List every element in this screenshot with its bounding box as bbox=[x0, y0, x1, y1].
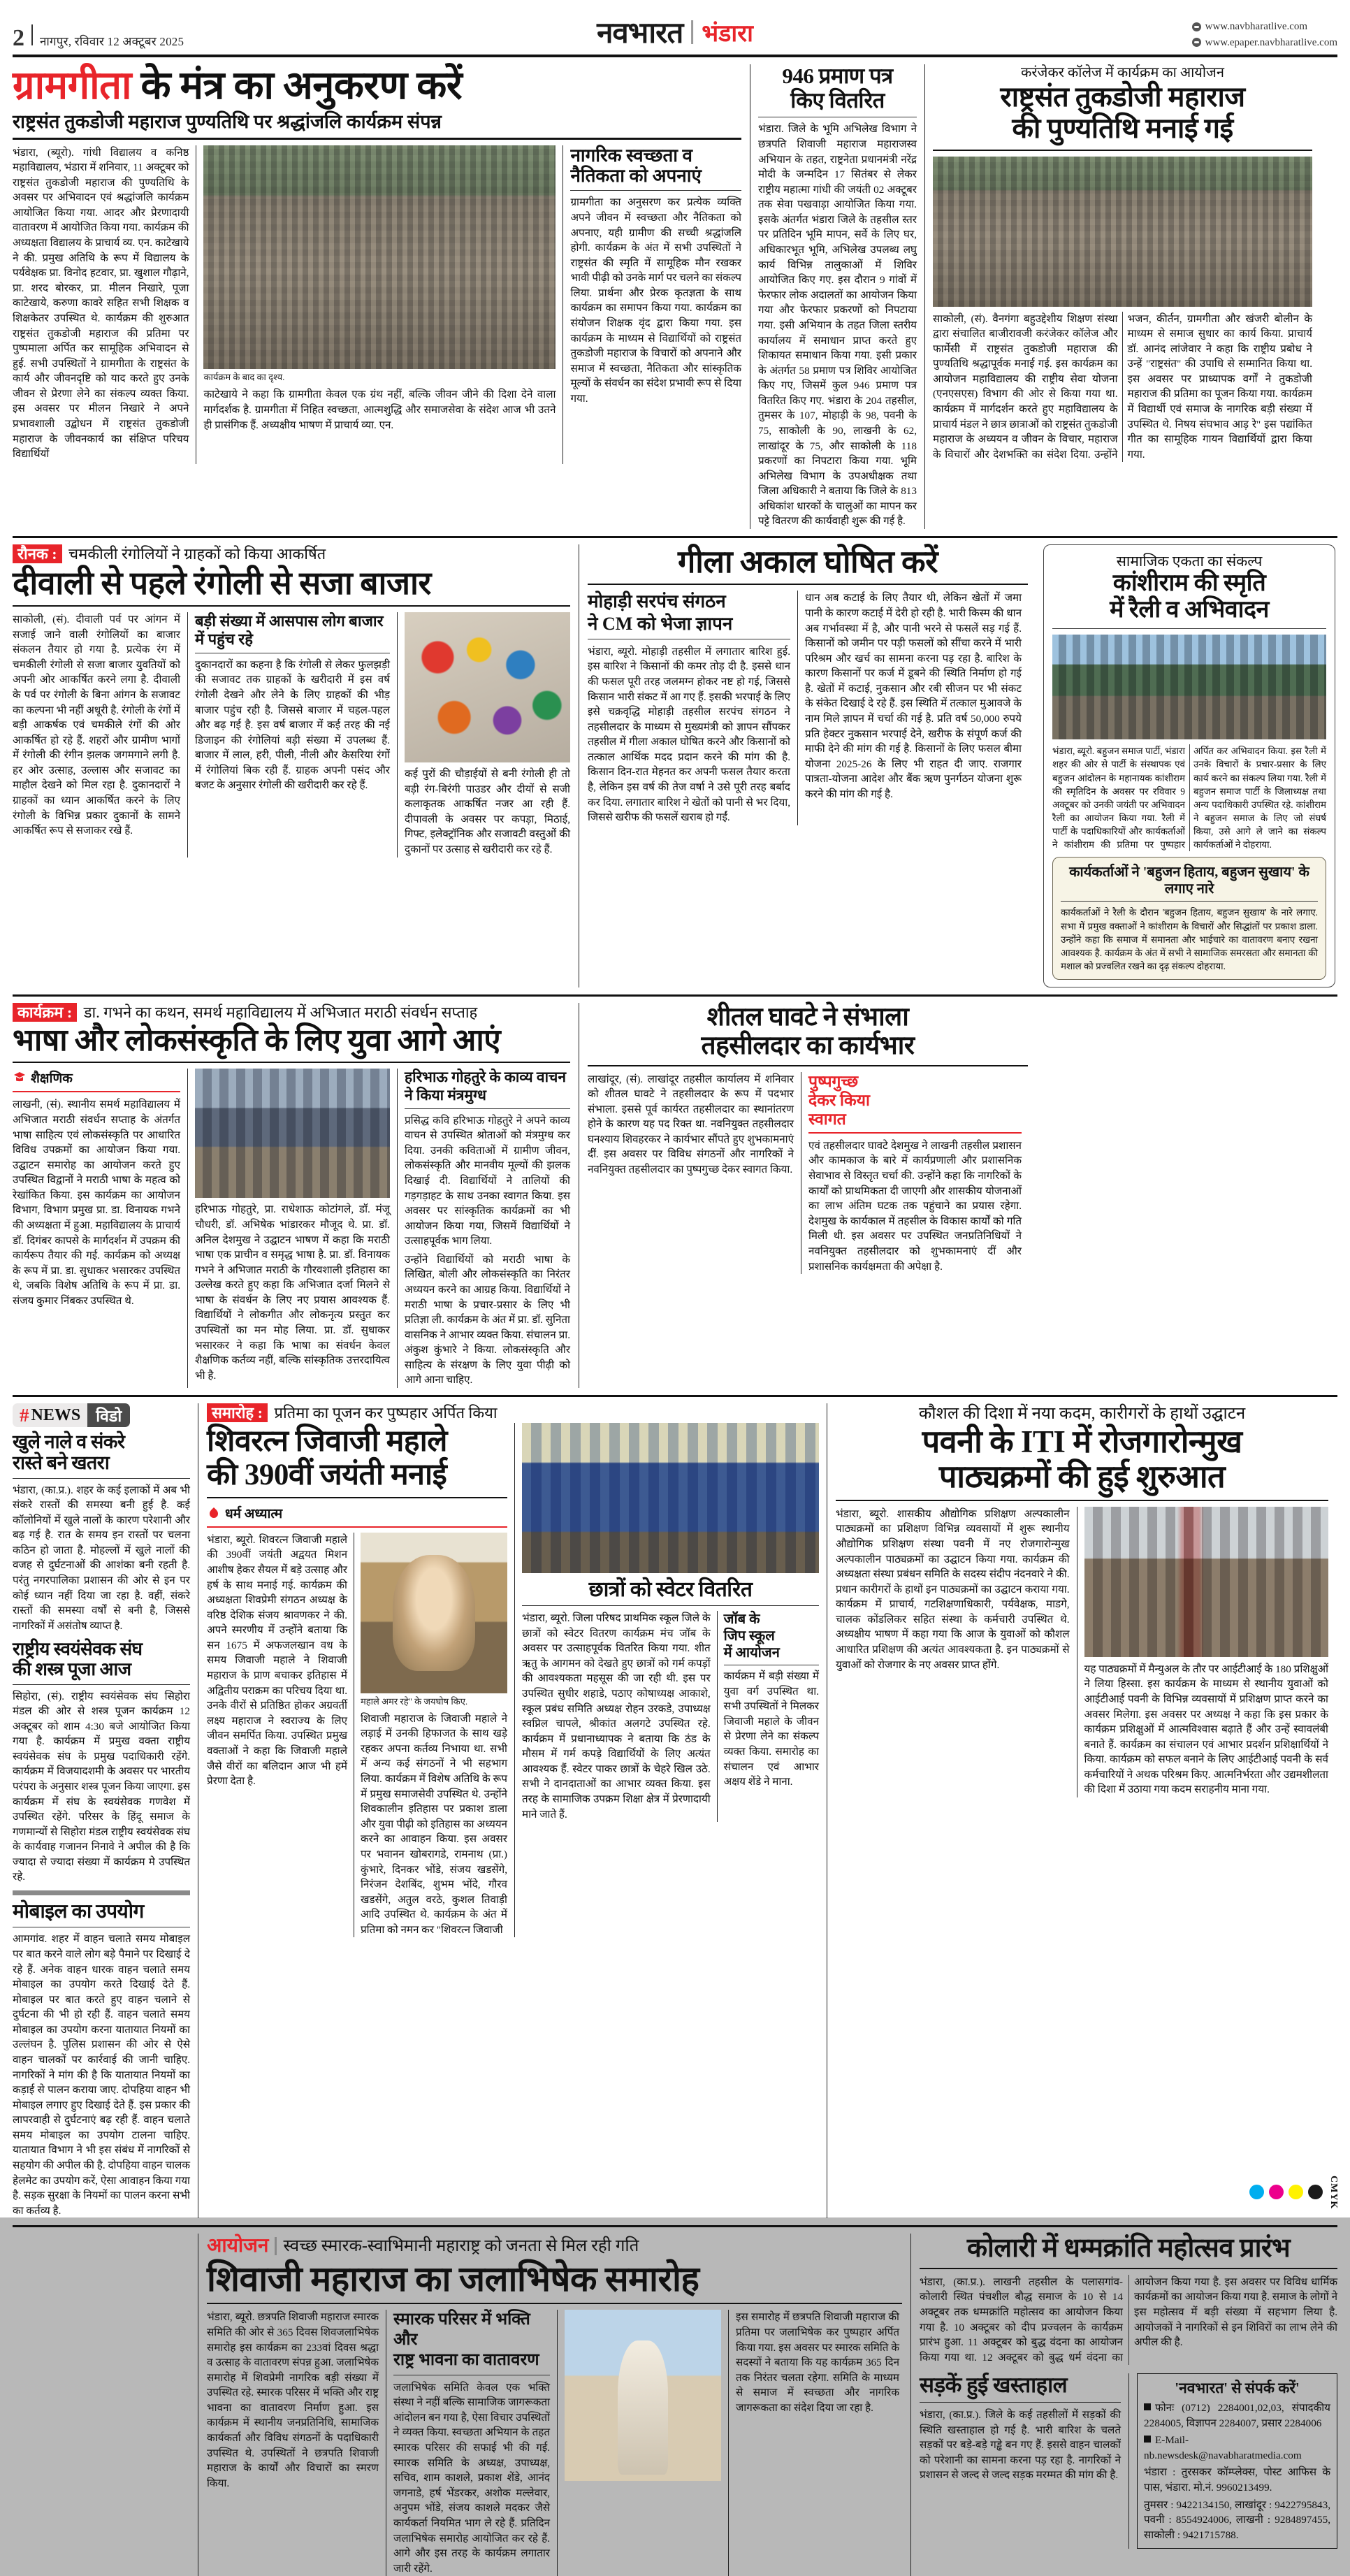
rangoli-body-1: साकोली, (सं). दीवाली पर्व पर आंगन में सजाई जाने वाली रंगोलियों का बाजार संकलन तैयार हो गया है. प्रत्येक रंग में चमकीली रंगोली से सजा बाजार युवतियों को अपनी ओर आकर्षित करने लगा है. दीवाली के पर्व पर रंगोली के बिना आंगन के सजावट का कल्पना भी नहीं अधूरी है. रंगोली के रंगों में बड़ी आकर्षक एवं चमकीले रंगों की ओर आकर्षित हो रहे हैं. शहरों और ग्रामीण भागों में रंगोली की रंगीन झलक जगमगाने लगी है. हर ओर उत्साह, उल्लास और सजावट का माहौल देखने को मिल रहा है. दुकानदारों ने ग्राहकों का ध्यान आकर्षित करने के लिए रंगोली के विभिन्न प्रकार दुकानों के सामने आकर्षित रूप से सजाकर रखे हैं. bbox=[13, 614, 180, 837]
shivratna-portrait-photo bbox=[361, 1533, 507, 1693]
kolari-bottom-row bbox=[920, 2373, 1337, 2549]
sweater-body: भंडारा, ब्यूरो. जिला परिषद प्राथमिक स्कूल जिले के छात्रों को स्वेटर वितरण कार्यक्रम मंच जॉब के अवसर पर उत्साहपूर्वक वितरित किया गया. शीत ऋतु के आगमन को देखते हुए छात्रों को गर्म कपड़ों की आवश्यकता महसूस की जा रही थी. इस पर उपस्थित सुधीर शहाडे, पठाए कोषाध्यक्ष आकाशे, स्कूल प्रबंध समिति अध्यक्ष रोहन उरकडे, उपाध्यक्ष स्वप्निल चापले, श्रीकांत अलगटे उपस्थित रहे. कार्यक्रम में प्रधानाध्यापक ने बताया कि ठंड के मौसम में गर्म कपड़े विद्यार्थियों के लिए अत्यंत आवश्यक हैं. स्वेटर पाकर छात्रों के चेहरे खिल उठे. सभी ने दानदाताओं का आभार व्यक्त किया. इस तरह के सामाजिक उपक्रम शिक्षा क्षेत्र में प्रेरणादायी माने जाते हैं. bbox=[522, 1612, 711, 1821]
iti-headline-1: पवनी के ITI में रोजगारोन्मुख bbox=[922, 1424, 1242, 1460]
iti-photo bbox=[1084, 1507, 1328, 1657]
jalabhishek-kicker-tag: आयोजन bbox=[207, 2235, 269, 2257]
lead-body-1: भंडारा, (ब्यूरो). गांधी विद्यालय व कनिष्ठ महाविद्यालय, भंडारा में शनिवार, 11 अक्टूबर को राष्ट्रसंत तुकडोजी महाराज की पुण्यतिथि के अवसर पर अभिवादन एवं श्रद्धांजलि कार्यक्रम आयोजित किया गया. आदर और प्रेरणादायी वातावरण में आयोजित किया गया. कार्यक्रम की अध्यक्षता विद्यालय के प्राचार्य व्य. एन. काटेखाये ने की. प्रमुख अतिथि के रूप में विद्यालय के पर्यवेक्षक प्रा. विनोद हटवार, प्रा. खुशाल गौढ़ाने, प्रा. शरद बोरकर, प्रा. मीलन निखारे, पूजा काटेखाये, करुणा कावरे सहित सभी शिक्षक व शिक्षकेतर उपस्थित थे. कार्यक्रम की शुरुआत राष्ट्रसंत तुकडोजी महाराज की प्रतिमा पर पुष्पमाला अर्पित कर सामूहिक अभिवादन से हुई. सभी उपस्थितों ने ग्रामगीता के राष्ट्रसंत के कार्य और जीवनदृष्टि को याद करते हुए उनके जीवन से प्रेरणा लेने का संकल्प व्यक्त किया. इस अवसर पर मीलन निखारे ने अपने प्रभावशाली उद्बोधन में राष्ट्रसंत तुकडोजी महाराज के जीवनकार्य का संक्षिप्त परिचय विद्यार्थियों bbox=[13, 146, 189, 461]
iti-headline-2: पाठ्यक्रमों की हुई शुरुआत bbox=[938, 1459, 1226, 1495]
website-url[interactable]: www.navbharatlive.com bbox=[1205, 21, 1308, 32]
shivratna-headline-2: की 390वीं जयंती मनाई bbox=[207, 1458, 447, 1491]
jalabhishek-col-photo bbox=[557, 2310, 728, 2576]
jalabhishek-kicker-divider bbox=[275, 2237, 277, 2255]
sweater-columns bbox=[522, 1611, 819, 1822]
iti-columns bbox=[836, 1507, 1328, 1797]
jalabhishek-col-2 bbox=[386, 2310, 557, 2576]
cyan-dot-icon bbox=[1249, 2185, 1264, 2199]
tahsildar-col-1 bbox=[588, 1072, 801, 1275]
cert-story bbox=[750, 64, 924, 529]
rangoli-kicker-tag: रौनक : bbox=[13, 544, 62, 563]
sadak-story bbox=[920, 2373, 1128, 2549]
sweater-photo bbox=[522, 1423, 819, 1573]
kanshiram-headline-2: में रैली व अभिवादन bbox=[1110, 597, 1269, 623]
bhasha-kicker bbox=[13, 1003, 570, 1022]
jalabhishek-headline: शिवाजी महाराज का जलाभिषेक समारोह bbox=[207, 2259, 699, 2299]
news-video-body: भंडारा, (का.प्र.). शहर के कई इलाकों में अब भी संकरे रास्तों की समस्या बनी हुई है. कई कॉलोनियों में खुले नालों के कारण परेशानी और बढ़ गई है. रात के समय इन रास्तों पर चलना कठिन हो जाता है. मोहल्लों में खुले नालों की वजह से दुर्घटनाओं की आशंका बनी रहती है. परंतु नगरपालिका प्रशासन की ओर से इन पर कोई ध्यान नहीं दिया जा रहा है. वहीं, संकरे रास्तों की समस्या वर्षों से बनी है, जिससे नागरिकों में असंतोष व्याप्त है. bbox=[13, 1484, 190, 1632]
karanjekar-photo bbox=[933, 157, 1312, 307]
band-five-left-rail bbox=[13, 2234, 198, 2576]
globe-icon bbox=[1192, 22, 1201, 31]
shivratna-headline-1: शिवरत्न जिवाजी महाले bbox=[207, 1424, 447, 1458]
lead-photo bbox=[203, 145, 556, 369]
rangoli-columns bbox=[13, 612, 570, 857]
akal-col-2 bbox=[797, 591, 1022, 825]
karanjekar-kicker: करंजेकर कॉलेज में कार्यक्रम का आयोजन bbox=[1021, 65, 1224, 80]
shivratna-body-3: कार्यक्रम में बड़ी संख्या में युवा वर्ग उपस्थित था. सभी उपस्थितों ने मिलकर जिवाजी महाले के जीवन से प्रेरणा लेने का संकल्प व्यक्त किया. समारोह का संचालन एवं आभार अक्षय शेंडे ने माना. bbox=[723, 1670, 819, 1788]
sweater-rule bbox=[522, 1605, 819, 1606]
contact-email[interactable]: E-Mail-nb.newsdesk@navabharatmedia.com bbox=[1144, 2434, 1302, 2461]
kanshiram-headline-1: कांशीराम की स्मृति bbox=[1112, 570, 1266, 597]
globe-icon bbox=[1192, 38, 1201, 47]
education-icon bbox=[13, 1071, 27, 1085]
kolari-rail bbox=[910, 2234, 1337, 2576]
square-bullet-icon bbox=[1144, 2436, 1151, 2443]
spiritual-icon bbox=[207, 1506, 221, 1520]
jalabhishek-body-3: इस समारोह में छत्रपति शिवाजी महाराज की प्रतिमा पर जलाभिषेक कर पुष्पहार अर्पित किया गया. इस अवसर पर स्मारक समिति के सदस्यों ने बताया कि यह कार्यक्रम 365 दिन तक निरंतर चलता रहेगा. समिति के माध्यम से समाज में स्वच्छता और नागरिक जागरूकता का संदेश दिया जा रहा है. bbox=[736, 2311, 899, 2414]
bhasha-story bbox=[13, 1003, 579, 1388]
rangoli-photo bbox=[405, 612, 570, 762]
akal-body-2: धान अब कटाई के लिए तैयार थी, लेकिन खेतों में जमा पानी के कारण कटाई में देरी हो रही है. भारी किस्म की धान अब गर्भावस्था में है, और पानी भरने से फसलें सड़ गई हैं. किसानों को जमीन पर पड़ी फसलों को सींचा करने में भारी परिश्रम और खर्च का सामना करना पड़ रहा है. बारिश के कारण किसानों पर कर्ज में डूबने की स्थिति निर्माण हो गई है. खेतों में कटाई, नुकसान और रबी सीजन पर भी संकट के संकेत दिखाई दे रहे हैं. इस स्थिति में तत्काल मुआवजे के नाम मिले ज्ञापन में चर्चा की गई है. प्रति वर्ष 50,000 रुपये प्रति हेक्टर नुकसान भरपाई देने, खरीफ के संपूर्ण कर्ज की माफी देने की मांग की गई है. किसानों के लिए फसल बीमा योजना 2025-26 के लिए भी राहत दी जाए. राजगार पात्रता-योजना आदेश और बैंक ऋण पुनर्गठन योजना शुरू करने की मांग की गई है. bbox=[805, 592, 1022, 800]
band-2-rule bbox=[13, 994, 1337, 997]
jalabhishek-kicker bbox=[207, 2234, 902, 2258]
karanjekar-story bbox=[924, 64, 1312, 529]
bhasha-body-2: हरिभाऊ गोहतुरे, प्रा. राधेशाऊ कोटांगले, डॉ. मंजू चौधरी, डॉ. अभिषेक भांडारकर मौजूद थे. प्रा. डॉ. अनिल देशमुख ने उद्घाटन भाषण में कहा कि मराठी भाषा एक प्राचीन व समृद्ध भाषा है. प्रा. डॉ. विनायक गभने ने अभिजात मराठी के गौरवशाली इतिहास का उल्लेख करते हुए कहा कि अभिजात दर्जा मिलने से भाषा के संवर्धन के लिए नए प्रयास आवश्यक हैं. विद्यार्थियों ने लोकगीत और लोकनृत्य प्रस्तुत कर उपस्थितों का मन मोह लिया. प्रा. डॉ. सुधाकर भसारकर ने कहा कि भाषा का संवर्धन केवल शैक्षणिक कर्तव्य नहीं, बल्कि सांस्कृतिक उत्तरदायित्व भी है. bbox=[195, 1203, 390, 1382]
bhasha-photo bbox=[195, 1069, 390, 1198]
contact-box-wrap bbox=[1128, 2373, 1337, 2549]
sweater-inset bbox=[717, 1611, 819, 1822]
bhasha-tag-rule bbox=[13, 1091, 180, 1092]
rangoli-story bbox=[13, 544, 579, 987]
shivratna-subcols bbox=[207, 1533, 507, 1938]
kanshiram-box bbox=[1043, 544, 1335, 987]
sweater-body-col bbox=[522, 1611, 717, 1822]
bhasha-headline: भाषा और लोकसंस्कृति के लिए युवा आगे आएं bbox=[13, 1023, 501, 1058]
sweater-inset-head-1: जॉब के bbox=[723, 1612, 760, 1628]
jalabhishek-subhead-1: स्मारक परिसर में भक्ति और bbox=[393, 2310, 530, 2350]
jalabhishek-body-2: जलाभिषेक समिति केवल एक भक्ति संस्था ने नहीं बल्कि सामाजिक जागरूकता आंदोलन बन गया है, ऐसा विचार उपस्थितों ने व्यक्त किया. स्वच्छता अभियान के तहत स्मारक परिसर की सफाई भी की गई. स्मारक समिति के अध्यक्ष, उपाध्यक्ष, सचिव, शाम काशले, प्रकाश शेंडे, आनंद जगनाडे, हर्ष भेंडरकर, अशोक मल्लेवार, अनुपम भोंडे, संजय काशले मदकर जैसे कार्यकर्ता नियमित भाग ले रहे हैं. प्रतिदिन जलाभिषेक समारोह आयोजित कर रहे हैं. आगे और इस तरह के कार्यक्रम लगातार जारी रहेंगे. bbox=[393, 2381, 550, 2575]
dateline: नागपुर, रविवार 12 अक्टूबर 2025 bbox=[40, 35, 184, 48]
akal-body-1: भंडारा, ब्यूरो. मोहाड़ी तहसील में लगातार बारिश हुई. इस बारिश ने किसानों की कमर तोड़ दी है. इससे धान की फसल पूरी तरह जलमग्न होकर नष्ट हो गई, जिससे किसान भारी संकट में आ गए हैं. इसकी भरपाई के लिए इसे चक्रवृद्धि मोहाड़ी तहसील सरपंच संगठन ने तहसीलदार के माध्यम से मुख्यमंत्री को ज्ञापन सौंपकर तहसील में गीला अकाल घोषित करने और किसानों को तत्काल आर्थिक मदद प्रदान करने की मांग की है. किसान दिन-रात मेहनत कर अपनी फसल तैयार करता है, लेकिन इस वर्ष की तेज वर्षा ने उसे पूरी तरह बर्बाद कर दिया. लगातार बारिश ने खेतों को पानी से भर दिया, जिससे खरीफ की फसलें खराब हो गईं. bbox=[588, 645, 790, 824]
iti-col-2 bbox=[1077, 1507, 1328, 1797]
shivratna-kicker bbox=[207, 1403, 818, 1423]
left-rail bbox=[13, 1403, 198, 2218]
rangoli-rule bbox=[13, 605, 570, 607]
shivratna-col-photo bbox=[354, 1533, 507, 1938]
kanshiram-inset-head: कार्यकर्ताओं ने 'बहुजन हिताय, बहुजन सुखाय' के लगाए नारे bbox=[1069, 864, 1309, 897]
news-video-rule bbox=[13, 1478, 190, 1479]
kanshiram-kicker: सामाजिक एकता का संकल्प bbox=[1116, 553, 1263, 570]
masthead-logo bbox=[597, 12, 753, 52]
karanjekar-body: साकोली, (सं). वैनगंगा बहुउद्देशीय शिक्षण संस्था द्वारा संचालित बाजीरावजी करंजेकर कॉलेज और फार्मेसी में राष्ट्रसंत तुकडोजी महाराज की पुण्यतिथि श्रद्धापूर्वक मनाई गई. इस कार्यक्रम का आयोजन महाविद्यालय की राष्ट्रीय सेवा योजना (एनएसएस) विभाग की ओर से किया गया था. कार्यक्रम में मार्गदर्शन करते हुए महाविद्यालय के प्राचार्य मंडल ने छात्र छात्राओं को राष्ट्रसंत तुकडोजी महाराज के अध्ययन व जीवन के विचार, महाराज के विचारों और देशभक्ति का संदेश दिया. उन्होंने भजन, कीर्तन, ग्रामगीता और खंजरी बोलीन के माध्यम से समाज सुधार का कार्य किया. प्राचार्य डॉ. आनंद लांजेवार ने कहा कि राष्ट्रीय प्रबोध ने उन्हें "राष्ट्रसंत" की उपाधि से सम्मानित किया था. इस अवसर पर प्राध्यापक वर्गों ने तुकडोजी महाराज की प्रतिमा का पूजन किया गया. कार्यक्रम में विद्यार्थी एवं समाज के नागरिक बड़ी संख्या में उपस्थित थे. निषय संघभाव आड़ रे" इस पद्यांकित गीत का सामूहिक गायन विद्यार्थियों द्वारा किया गया. bbox=[933, 312, 1312, 461]
rangoli-kicker bbox=[13, 544, 570, 564]
hash-icon: # bbox=[20, 1404, 29, 1426]
band-3-rule bbox=[13, 1395, 1337, 1397]
shivratna-kicker-tag: समारोह : bbox=[207, 1403, 268, 1422]
shivratna-tag-rule bbox=[207, 1526, 507, 1528]
shivratna-body-1: भंडारा, ब्यूरो. शिवरत्न जिवाजी महाले की 390वीं जयंती अद्वयत मिशन आशीष हेकर सैयल में बड़े उत्साह और हर्ष के साथ मनाई गई. कार्यक्रम की अध्यक्षता शिवप्रेमी संगठन अध्यक्ष के वरिष्ठ देशिक संजय श्रावणकर ने की. अपने स्मरणीय में उन्होंने बताया कि सन 1675 में अफजलखान वध के समय जिवाजी महाले ने शिवाजी महाराज के प्राण बचाकर इतिहास में अद्वितीय पराक्रम का परिचय दिया था. उनके वीरों से प्रतिष्ठित होकर अग्रवर्ती लक्ष्य महाराज ने स्वराज्य के लिए जीवन समर्पित किया. उपस्थित प्रमुख वक्ताओं ने कहा कि जिवाजी महाले जैसे वीरों का बलिदान आज भी हमें प्रेरणा देता है. bbox=[207, 1533, 347, 1788]
bhasha-col-1 bbox=[13, 1069, 187, 1388]
bhasha-kicker-rest: डा. गभने का कथन, समर्थ महाविद्यालय में अभिजात मराठी संवर्धन सप्ताह bbox=[80, 1003, 478, 1021]
cmyk-marks bbox=[1249, 2176, 1339, 2209]
bhasha-body-1: लाखनी, (सं). स्थानीय समर्थ महाविद्यालय में अभिजात मराठी संवर्धन सप्ताह के अंतर्गत भाषा साहित्य एवं लोकसंस्कृति पर आधारित विविध उपक्रमों का आयोजन किया गया. उद्घाटन समारोह का आयोजन करते हुए उपस्थित विद्वानों ने मराठी भाषा के महत्व को रेखांकित किया. इस कार्यक्रम का आयोजन विभाग, विभाग प्रमुख प्रा. डा. विनायक गभने की अध्यक्षता में हुआ. महाविद्यालय के प्राचार्य डॉ. दिगंबर कापसे के मार्गदर्शन में उपक्रम की कार्यरूप तैयार की गई. कार्यक्रम को अध्यक्ष के रूप में प्रा. डा. सुधाकर भसारकर उपस्थित थे, जबकि विशेष अतिथि के रूप में प्रा. डा. संजय कुमार निंबकर उपस्थित थे. bbox=[13, 1099, 180, 1307]
epaper-url[interactable]: www.epaper.navbharatlive.com bbox=[1205, 36, 1337, 48]
bhasha-inset-body: प्रसिद्ध कवि हरिभाऊ गोहतुरे ने अपने काव्य वाचन से उपस्थित श्रोताओं को मंत्रमुग्ध कर दिया. उनकी कविताओं में ग्रामीण जीवन, लोकसंस्कृति और मानवीय मूल्यों की झलक दिखाई दी. विद्यार्थियों ने तालियों की गड़गड़ाहट के साथ उनका स्वागत किया. इस अवसर पर सांस्कृतिक कार्यक्रमों का भी आयोजन किया गया, जिसमें विद्यार्थियों ने उत्साहपूर्वक भाग लिया. bbox=[405, 1114, 570, 1247]
square-bullet-icon bbox=[1144, 2403, 1151, 2410]
sweater-story bbox=[514, 1423, 819, 1938]
contact-address: भंडारा : तुरसकर कॉम्प्लेक्स, पोस्ट आफिस के पास, भंडारा. मो.नं. 9960213499. bbox=[1144, 2466, 1330, 2494]
sweater-inset-head-2: जिप स्कूल bbox=[723, 1628, 775, 1644]
news-badge-text: NEWS bbox=[31, 1405, 81, 1424]
lead-inset-body: ग्रामगीता का अनुसरण कर प्रत्येक व्यक्ति अपने जीवन में स्वच्छता और नैतिकता को अपनाए, यही ग्रामीण की सच्ची श्रद्धांजलि होगी. कार्यक्रम के अंत में सभी उपस्थितों ने राष्ट्रसंत की स्मृति में सामूहिक मौन रखकर भावी पीढ़ी को उनके मार्ग पर चलने का संकल्प लिया. प्रार्थना और प्रेरक कृतज्ञता के साथ कार्यक्रम का समापन किया गया. कार्यक्रम का संयोजन शिक्षक वृंद द्वारा किया गया. इस कार्यक्रम के माध्यम से विद्यार्थियों को राष्ट्रसंत तुकडोजी महाराज के विचारों को अपनाने और समाज में स्वच्छता, नैतिकता और सांस्कृतिक मूल्यों के संवर्धन का संदेश प्रभावी रूप से दिया गया. bbox=[570, 196, 742, 405]
band-1-rule bbox=[13, 536, 1337, 538]
tahsildar-headline-2: तहसीलदार का कार्यभार bbox=[701, 1032, 915, 1061]
cert-headline-1: 946 प्रमाण पत्र bbox=[782, 64, 893, 88]
shivratna-left bbox=[207, 1423, 514, 1938]
rangoli-col-3 bbox=[397, 612, 570, 857]
akal-rule bbox=[588, 584, 1028, 585]
lead-subhead: राष्ट्रसंत तुकडोजी महाराज पुण्यतिथि पर श्रद्धांजलि कार्यक्रम संपन्न bbox=[13, 110, 442, 132]
akal-col-1 bbox=[588, 591, 797, 825]
jalabhishek-story bbox=[198, 2234, 910, 2576]
band-two bbox=[13, 544, 1337, 987]
epaper-url-row[interactable] bbox=[1192, 35, 1337, 51]
lead-headline-red: ग्रामगीता bbox=[13, 64, 132, 108]
jalabhishek-rule bbox=[207, 2303, 902, 2304]
tahsildar-rule bbox=[588, 1065, 1028, 1066]
contact-others: तुमसर : 9422134150, लाखांदूर : 9422795843, पवनी : 8554924006, लाखनी : 9284897455, साकोली : 9421715788. bbox=[1144, 2498, 1330, 2541]
brand-name: नवभारत bbox=[597, 17, 683, 50]
shivratna-tag bbox=[207, 1504, 282, 1522]
bhasha-columns bbox=[13, 1069, 570, 1388]
sweater-headline: छात्रों को स्वेटर वितरित bbox=[588, 1577, 753, 1601]
rail-divider-bar bbox=[13, 1890, 190, 1895]
mobile-body: आमगांव. शहर में वाहन चलाते समय मोबाइल पर बात करने वाले लोग बड़े पैमाने पर दिखाई दे रहे हैं. अनेक वाहन धारक वाहन चलाते समय मोबाइल का उपयोग करते दिखाई देते हैं. मोबाइल पर बात करते हुए वाहन चलाने से दुर्घटना की भी हो रही हैं. वाहन चलाते समय मोबाइल का उपयोग करना यातायात नियमों का उल्लंघन है. पुलिस प्रशासन की ओर से ऐसे वाहन चालकों पर कार्रवाई की जानी चाहिए. नागरिकों ने मांग की है कि यातायात नियमों का कड़ाई से पालन कराया जाए. दोपहिया वाहन भी मोबाइल लगाए हुए दिखाई देते हैं. इस प्रकार की लापरवाही से दुर्घटनाएं बढ़ रही हैं. वाहन चलाते समय मोबाइल का उपयोग टालना चाहिए. यातायात विभाग ने भी इस संबंध में नागरिकों से सहयोग की अपील की है. दोपहिया वाहन चालक हेलमेट का उपयोग करें, ऐसा आवाहन किया गया है. सड़क सुरक्षा के नियमों का पालन करना सभी का कर्तव्य है. bbox=[13, 1933, 190, 2217]
jalabhishek-columns bbox=[207, 2310, 902, 2576]
tahsildar-body-1: लाखांदूर, (सं). लाखांदूर तहसील कार्यालय में शनिवार को शीतल घावटे ने तहसीलदार के रूप में पदभार संभाला. इससे पूर्व कार्यरत तहसीलदार का स्थानांतरण होने के कारण यह पद रिक्त था. नवनियुक्त तहसीलदार घनश्याय शिवहरकर ने कार्यभार सौंपते हुए शुभकामनाएं दीं. इस अवसर पर विविध संगठनों और नागरिकों ने नवनियुक्त तहसीलदार का पुष्पगुच्छ देकर स्वागत किया. bbox=[588, 1073, 794, 1175]
news-video-headline-2: रास्ते बने खतरा bbox=[13, 1452, 110, 1474]
tahsildar-inset-head-2: देकर किया bbox=[808, 1091, 870, 1109]
mobile-headline: मोबाइल का उपयोग bbox=[13, 1901, 144, 1923]
kanshiram-body: भंडारा, ब्यूरो. बहुजन समाज पार्टी, भंडारा शहर की ओर से पार्टी के संस्थापक एवं बहुजन आंदोलन के महानायक कांशीराम की स्मृतिदिन के अवसर पर रविवार 9 अक्टूबर को उनकी जयंती पर अभिवादन रैली का आयोजन किया गया. रैली में पार्टी के पदाधिकारियों और कार्यकर्ताओं ने कांशीराम की प्रतिमा पर पुष्पहार अर्पित कर अभिवादन किया. इस रैली में उनके विचारों के प्रचार-प्रसार के लिए कार्य करने का संकल्प लिया गया. रैली में बहुजन समाज पार्टी के जिलाध्यक्ष तथा अन्य पदाधिकारी उपस्थित रहे. कांशीराम ने बहुजन समाज के लिए जो संघर्ष किया, उसे आगे ले जाने का संकल्प कार्यकर्ताओं ने दोहराया. bbox=[1052, 746, 1326, 850]
band-four bbox=[13, 1403, 1337, 2218]
masthead-divider bbox=[31, 24, 33, 45]
shivratna-quote: महाले अमर रहे" के जयघोष किए. bbox=[361, 1695, 468, 1707]
iti-body-1: भंडारा, ब्यूरो. शासकीय औद्योगिक प्रशिक्षण अल्पकालीन पाठ्यक्रमों का प्रशिक्षण विभिन्न व्यवसायों में शुरू स्थानीय औद्योगिक प्रशिक्षण संस्था पवनी में नए रोजगारोन्मुख अल्पकालीन पाठ्यक्रमों का उद्घाटन किया गया. कार्यक्रम की अध्यक्षता संस्था प्रबंधन समिति के सदस्य संदीप नंदनवारे ने की. प्रधान कारीगरों के हाथों इन पाठ्यक्रमों का उद्घाटन कराया गया. कार्यक्रम में प्राचार्य, गटशिक्षणाधिकारी, पर्यवेक्षक, माडगे, चालक कोंडलिकर सहित संस्था के कर्मचारी उपस्थित थे. अध्यक्षीय भाषण में कहा गया कि आज के युवाओं को कौशल आधारित प्रशिक्षण की अत्यंत आवश्यकता है. इन पाठ्यक्रमों से युवाओं को रोजगार के नए अवसर प्राप्त होंगे. bbox=[836, 1507, 1070, 1671]
tahsildar-col-2 bbox=[801, 1072, 1022, 1275]
iti-col-1 bbox=[836, 1507, 1077, 1797]
lead-headline bbox=[13, 64, 741, 108]
karanjekar-rule bbox=[933, 150, 1312, 151]
band-lead bbox=[13, 64, 1337, 529]
contact-title: 'नवभारत' से संपर्क करें' bbox=[1175, 2380, 1300, 2397]
rss-body: सिहोरा, (सं). राष्ट्रीय स्वयंसेवक संघ सिहोरा मंडल की ओर से शस्त्र पूजन कार्यक्रम 12 अक्टूबर को शाम 4:30 बजे आयोजित किया गया है. कार्यक्रम में प्रमुख वक्ता राष्ट्रीय स्वयंसेवक संघ के प्रमुख पदाधिकारी रहेंगे. कार्यक्रम में विजयादशमी के अवसर पर भारतीय परंपरा के अनुसार शस्त्र पूजन किया जाएगा. इस कार्यक्रम में संघ के स्वयंसेवक गणवेश में उपस्थित रहेंगे. परिसर के हिंदू समाज के गणमान्यों से सिहोरा मंडल राष्ट्रीय स्वयंसेवक संघ के कार्यवाह गजानन निनावे ने अपील की है कि ज्यादा से ज्यादा संख्या में कार्यक्रम मे उपस्थित रहे. bbox=[13, 1690, 190, 1883]
sadak-headline: सड़कें हुई खस्ताहाल bbox=[920, 2373, 1068, 2398]
bhasha-kicker-tag: कार्यक्रम : bbox=[13, 1003, 77, 1022]
rss-headline-1: राष्ट्रीय स्वयंसेवक संघ bbox=[13, 1639, 143, 1660]
masthead-left bbox=[13, 24, 184, 50]
contact-phone: फोनः (0712) 2284001,02,03, संपादकीय 2284005, विज्ञापन 2284007, प्रसार 2284006 bbox=[1144, 2402, 1330, 2429]
magenta-dot-icon bbox=[1269, 2185, 1284, 2199]
masthead bbox=[13, 10, 1337, 50]
rangoli-col-2 bbox=[187, 612, 397, 857]
rangoli-body-3: कई पुरों की चौड़ाईयों से बनी रंगोली ही तो बड़ी रंग-बिरंगी पाउडर और दीयों से सजी कलाकृतक आकर्षित नजर आ रही हैं. दीपावली के अवसर पर कपड़ा, मिठाई, गिफ्ट, इलेक्ट्रॉनिक और सजावटी वस्तुओं की दुकानों पर उत्साह से खरीदारी कर रहे हैं. bbox=[405, 768, 570, 855]
shivratna-kicker-rest: प्रतिमा का पूजन कर पुष्पहार अर्पित किया bbox=[270, 1404, 498, 1422]
lead-story bbox=[13, 64, 750, 529]
shivratna-top bbox=[207, 1423, 818, 1938]
kanshiram-inset-rule bbox=[1061, 901, 1318, 902]
bhasha-inset-head: हरिभाऊ गोहतुरे के काव्य वाचन ने किया मंत्रमुग्ध bbox=[405, 1069, 566, 1104]
lead-col-3 bbox=[562, 145, 741, 464]
rangoli-subhead: बड़ी संख्या में आसपास लोग बाजार में पहुंच रहे bbox=[195, 612, 384, 649]
shivratna-body-2: शिवाजी महाराज के जिवाजी महाले ने लड़ाई में उनकी हिफाजत के साथ खड़े रहकर अपना कर्तव्य निभाया था. सभी में अन्य कई संगठनों ने भी सहभाग लिया. कार्यक्रम में विशेष अतिथि के रूप में प्रमुख समाजसेवी उपस्थित थे. उन्होंने शिवकालीन इतिहास पर प्रकाश डाला और युवा पीढ़ी को इतिहास का अध्ययन करने का आवाहन किया. इस अवसर पर भवानन खोबरागडे, रामनाथ (प्रा.) कुंभारे, दिनकर भोंडे, संजय खडसेंगे, निरंजन देशबिंद, शुभम भोंदे, गौरव खडसेंगे, अतुल वरठे, कुशल तिवाड़ी आदि उपस्थित थे. कार्यक्रम के अंत में प्रतिमा को नमन कर "शिवरत्न जिवाजी bbox=[361, 1712, 507, 1936]
akal-subhead-2: ने CM को भेजा ज्ञापन bbox=[588, 613, 733, 634]
rss-headline-2: की शस्त्र पूजा आज bbox=[13, 1659, 131, 1680]
contact-phone-row bbox=[1144, 2401, 1330, 2431]
iti-rule bbox=[836, 1500, 1328, 1501]
tahsildar-columns bbox=[588, 1072, 1028, 1275]
lead-col-2 bbox=[196, 145, 562, 464]
contact-box bbox=[1137, 2373, 1337, 2549]
bhasha-rule bbox=[13, 1062, 570, 1063]
black-dot-icon bbox=[1308, 2185, 1323, 2199]
edition-name: भंडारा bbox=[702, 20, 753, 47]
kolari-headline: कोलारी में धम्मक्रांति महोत्सव प्रारंभ bbox=[966, 2234, 1291, 2264]
kanshiram-inset-box bbox=[1052, 857, 1326, 980]
lead-col-1 bbox=[13, 145, 196, 464]
sadak-body: भंडारा, (का.प्र.). जिले के कई तहसीलों में सड़कों की स्थिति खस्ताहाल हो गई है. भारी बारिश के चलते सड़कों पर बड़े-बड़े गड्ढे बन गए हैं. इससे वाहन चालकों को परेशानी का सामना करना पड़ रहा है. नागरिकों ने प्रशासन से जल्द से जल्द सड़क मरम्मत की मांग की है. bbox=[920, 2409, 1121, 2482]
news-badge-left bbox=[13, 1403, 87, 1427]
rangoli-kicker-rest: चमकीली रंगोलियों ने ग्राहकों को किया आकर्षित bbox=[64, 545, 326, 563]
jalabhishek-col-1 bbox=[207, 2310, 386, 2576]
rangoli-body-2: दुकानदारों का कहना है कि रंगोली से लेकर फुलझड़ी की सजावट तक ग्राहकों के खरीदारी में इस वर्ष रंगोली देखने और लेने के लिए ग्राहकों की भीड़ बाजार पहुंच रही है. जिससे बाजार में चहल-पहल और बढ़ गई है. इस वर्ष बाजार में कई तरह की नई डिजाइन की रंगोलियां बड़ी संख्या में उपलब्ध हैं. बाजार में लाल, हरी, पीली, नीली और केसरिया रंगों में रंगोलियां बिक रही हैं. ग्राहक अपनी पसंद और बजट के अनुसार रंगोली की खरीदारी कर रहे हैं. bbox=[195, 658, 390, 792]
tahsildar-inset-rule bbox=[808, 1132, 1022, 1134]
kanshiram-story bbox=[1036, 544, 1335, 987]
bhasha-body-3: उन्होंने विद्यार्थियों को मराठी भाषा के लिखित, बोली और लोकसंस्कृति का निरंतर अध्ययन करने का आग्रह किया. विद्यार्थियों ने मराठी भाषा के प्रचार-प्रसार के लिए भी प्रतिज्ञा ली. कार्यक्रम के अंत में प्रा. डॉ. सुनिता वासनिक ने आभार व्यक्त किया. संचालन प्रा. अंकुश कुंभारे ने किया. लोकसंस्कृति और साहित्य के संरक्षण के लिए युवा पीढ़ी को आगे आना चाहिए. bbox=[405, 1253, 570, 1387]
jalabhishek-body-1: भंडारा, ब्यूरो. छत्रपति शिवाजी महाराज स्मारक समिति की ओर से 365 दिवस शिवजलाभिषेक समारोह इस कार्यक्रम का 233वां दिवस श्रद्धा व उत्साह के वातावरण संपन्न हुआ. जलाभिषेक समारोह में शिवप्रेमी नागरिक बड़ी संख्या में उपस्थित रहे. स्मारक परिसर में भक्ति और राष्ट्र भावना का वातावरण निर्माण हुआ. इस कार्यक्रम में स्थानीय जनप्रतिनिधि, सामाजिक कार्यकर्ता और विविध संगठनों के पदाधिकारी उपस्थित थे. उपस्थितों ने छत्रपति शिवाजी महाराज के कार्यों और विचारों का स्मरण किया. bbox=[207, 2311, 379, 2489]
sweater-inset-head-3: में आयोजन bbox=[723, 1645, 780, 1661]
kanshiram-rule bbox=[1052, 628, 1326, 629]
akal-headline: गीला अकाल घोषित करें bbox=[677, 544, 938, 580]
cert-body: भंडारा. जिले के भूमि अभिलेख विभाग ने छत्रपति शिवाजी महाराज महाराजस्व अभियान के तहत, राष्ट्रनेता प्रधानमंत्री नरेंद्र मोदी के जन्मदिन 17 सितंबर से लेकर राष्ट्रीय महात्मा गांधी की जयंती 02 अक्टूबर तक सेवा पखवाड़ा आयोजित किया गया. इसके अंतर्गत भंडारा जिले के तहसील स्तर पर प्रतिदिन भूमि मापन, सर्वे के लिए घर, अधिकारभूत भूमि, अभिलेख उपलब्ध लघु कार्य विभिन्न तालुकाओं में शिविर आयोजित किए गए. इस दौरान 9 गांवों में फेरफार लोक अदालतों का आयोजन किया गया और फेरफार प्रकरणों को निपटाया गया. इसी अभियान के तहत जिला स्तरीय कार्यालय में समाधान प्राप्त करते हुए शिकायत समाधान किया गया. इसी प्रकार के अंतर्गत 58 प्रमाण पत्र शिविर आयोजित किए गए, जिसमें कुल 946 प्रमाण पत्र वितरित किए गए. भंडारा के 204 तहसील, तुमसर के 107, मोहाड़ी के 98, पवनी के 75, साकोली के 90, लाखनी के 62, लाखांदूर के 75, और साकोली के 118 प्रकरणों का निपटारा किया गया. भूमि अभिलेख विभाग के उपअधीक्षक तथा जिला अधिकारी ने बताया कि जिले के 813 अधिकांश धारकों के चालुओं का मापन कर पट्टे वितरण की कार्यवाही शुरू की गई है. bbox=[758, 123, 917, 528]
kanshiram-photo bbox=[1052, 635, 1326, 739]
akal-story bbox=[579, 544, 1036, 987]
lead-inset-rule bbox=[570, 190, 741, 191]
akal-subhead-1: मोहाड़ी सरपंच संगठन bbox=[588, 591, 726, 612]
kolari-body: भंडारा, (का.प्र.). लाखनी तहसील के पलासगांव-कोलारी स्थित पंचशील बौद्ध समाज के 10 से 14 अक्टूबर तक धम्मक्रांति महोत्सव का आयोजन किया गया है. 10 अक्टूबर को दीप प्रज्वलन के कार्यक्रम प्रारंभ हुआ. 11 अक्टूबर को बुद्ध वंदना का आयोजन किया गया था. 12 अक्टूबर को बुद्ध धर्म वंदना का आयोजन किया गया है. इस अवसर पर विविध धार्मिक कार्यक्रमों का आयोजन किया गया है. समाज के लोगों ने इस महोत्सव में बड़ी संख्या में सहभाग लिया है. आयोजकों ने नागरिकों से इन शिविरों का लाभ लेने की अपील की है. bbox=[920, 2275, 1337, 2364]
band-three bbox=[13, 1003, 1337, 1388]
lead-inset-head: नागरिक स्वच्छता व नैतिकता को अपनाएं bbox=[570, 145, 702, 187]
cert-headline-2: किए वितरित bbox=[790, 87, 885, 113]
tahsildar-body-2: एवं तहसीलदार घावटे देशमुख ने लाखनी तहसील प्रशासन और कामकाज के बारे में कार्यप्रणाली और प्रशासनिक सेवाभाव से विस्तृत चर्चा की. उन्होंने कहा कि नागरिकों के कार्यों को प्राथमिकता दी जाएगी और शासकीय योजनाओं का लाभ अंतिम घटक तक पहुंचाने का प्रयास रहेगा. देशमुख के कार्यकाल में तहसील के विकास कार्यों को गति मिली थी. इस अवसर पर उपस्थित जनप्रतिनिधियों ने नवनियुक्त तहसीलदार को शुभकामनाएं दीं और प्रशासनिक कार्यक्षमता की अपेक्षा है. bbox=[808, 1139, 1022, 1273]
shivratna-col-1 bbox=[207, 1533, 354, 1938]
tahsildar-story bbox=[579, 1003, 1036, 1388]
news-video-badge[interactable] bbox=[13, 1403, 130, 1427]
lead-headline-rest: के मंत्र का अनुकरण करें bbox=[131, 64, 463, 108]
video-badge-text[interactable]: विडो bbox=[87, 1403, 130, 1427]
kanshiram-inset-body: कार्यकर्ताओं ने रैली के दौरान 'बहुजन हिताय, बहुजन सुखाय' के नारे लगाए. सभा में प्रमुख वक्ताओं ने कांशीराम के विचारों और सिद्धांतों पर प्रकाश डाला. उन्होंने कहा कि समाज में समानता और भाईचारे का वातावरण बनाए रखना आवश्यक है. कार्यक्रम के अंत में सभी ने सामाजिक समरसता और समानता की मशाल को प्रज्वलित रखने का दृढ़ संकल्प दोहराया. bbox=[1061, 907, 1318, 971]
tahsildar-inset-head-1: पुष्पगुच्छ bbox=[808, 1072, 859, 1090]
karanjekar-headline-2: की पुण्यतिथि मनाई गई bbox=[1012, 112, 1233, 144]
contact-email-row[interactable] bbox=[1144, 2433, 1330, 2463]
lead-columns bbox=[13, 145, 741, 464]
cmyk-label: CMYK bbox=[1328, 2175, 1339, 2209]
shivratna-tag-label: धर्म अध्यात्म bbox=[225, 1506, 283, 1521]
website-url-row[interactable] bbox=[1192, 19, 1337, 35]
news-video-headline-1: खुले नाले व संकरे bbox=[13, 1431, 125, 1453]
tahsildar-headline-1: शीतल घावटे ने संभाला bbox=[706, 1002, 909, 1032]
kolari-rule bbox=[920, 2268, 1337, 2269]
iti-body-2: यह पाठ्यक्रमों में मैन्युअल के तौर पर आईटीआई के 180 प्रशिक्षुओं ने लिया हिस्सा. इस कार्यक्रम के माध्यम से स्थानीय युवाओं को आईटीआई पवनी के विभिन्न व्यवसायों में प्रशिक्षण प्राप्त करने का अवसर मिलेगा. इस अवसर पर अध्यक्ष ने कहा कि इस प्रकार के कार्यक्रम प्रशिक्षुओं में आत्मविश्वास बढ़ाते हैं और उन्हें स्वावलंबी बनाते हैं. कार्यक्रम का संचालन एवं आभार प्रदर्शन प्रशिक्षार्थियों ने किया. कार्यक्रम को सफल बनाने के लिए आईटीआई पवनी के सर्व कर्मचारियों ने अथक परिश्रम किए. आत्मनिर्भरता और उद्यमशीलता की दिशा में उठाया गया कदम सराहनीय माना गया. bbox=[1084, 1663, 1328, 1796]
bhasha-inset-rule bbox=[405, 1108, 570, 1109]
iti-kicker: कौशल की दिशा में नया कदम, कारीगरों के हाथों उद्घाटन bbox=[918, 1405, 1246, 1424]
bhasha-tag bbox=[13, 1069, 73, 1087]
jalabhishek-kicker-rest: स्वच्छ स्मारक-स्वाभिमानी महाराष्ट्र को जनता से मिल रही गति bbox=[283, 2236, 639, 2255]
bhasha-col-2 bbox=[187, 1069, 397, 1388]
akal-columns bbox=[588, 591, 1028, 825]
jalabhishek-col-3 bbox=[728, 2310, 899, 2576]
iti-story bbox=[827, 1403, 1328, 2218]
lead-photo-caption: कार्यक्रम के बाद का दृश्य. bbox=[203, 371, 285, 382]
sadak-rule bbox=[920, 2402, 1121, 2403]
shivratna-rule bbox=[207, 1497, 507, 1498]
shivratna-story bbox=[198, 1403, 827, 2218]
jalabhishek-photo bbox=[565, 2310, 721, 2481]
lead-body-2: काटेखाये ने कहा कि ग्रामगीता केवल एक ग्रंथ नहीं, बल्कि जीवन जीने की दिशा देने वाला मार्गदर्शक है. ग्रामगीता में निहित स्वच्छता, आत्मशुद्धि और समाजसेवा के संदेश आज भी उतने ही प्रासंगिक हैं. अध्यक्षीय भाषण में प्राचार्य व्या. एन. bbox=[203, 389, 556, 431]
rangoli-col-1 bbox=[13, 612, 187, 857]
bhasha-tag-label: शैक्षणिक bbox=[31, 1071, 73, 1087]
masthead-urls bbox=[1192, 19, 1337, 50]
band-five bbox=[13, 2234, 1337, 2576]
jalabhishek-subhead-2: राष्ट्र भावना का वातावरण bbox=[393, 2350, 539, 2369]
rangoli-headline: दीवाली से पहले रंगोली से सजा बाजार bbox=[13, 565, 431, 601]
yellow-dot-icon bbox=[1289, 2185, 1303, 2199]
karanjekar-headline-1: राष्ट्रसंत तुकडोजी महाराज bbox=[1000, 81, 1245, 113]
bhasha-col-3 bbox=[397, 1069, 570, 1388]
tahsildar-inset-head-3: स्वागत bbox=[808, 1110, 846, 1128]
band-4-rule bbox=[13, 2225, 1337, 2227]
masthead-rule bbox=[13, 55, 1337, 57]
page-number: 2 bbox=[13, 25, 24, 51]
rss-rule bbox=[13, 1684, 190, 1685]
brand-separator bbox=[691, 20, 693, 44]
lead-rule bbox=[13, 138, 741, 140]
